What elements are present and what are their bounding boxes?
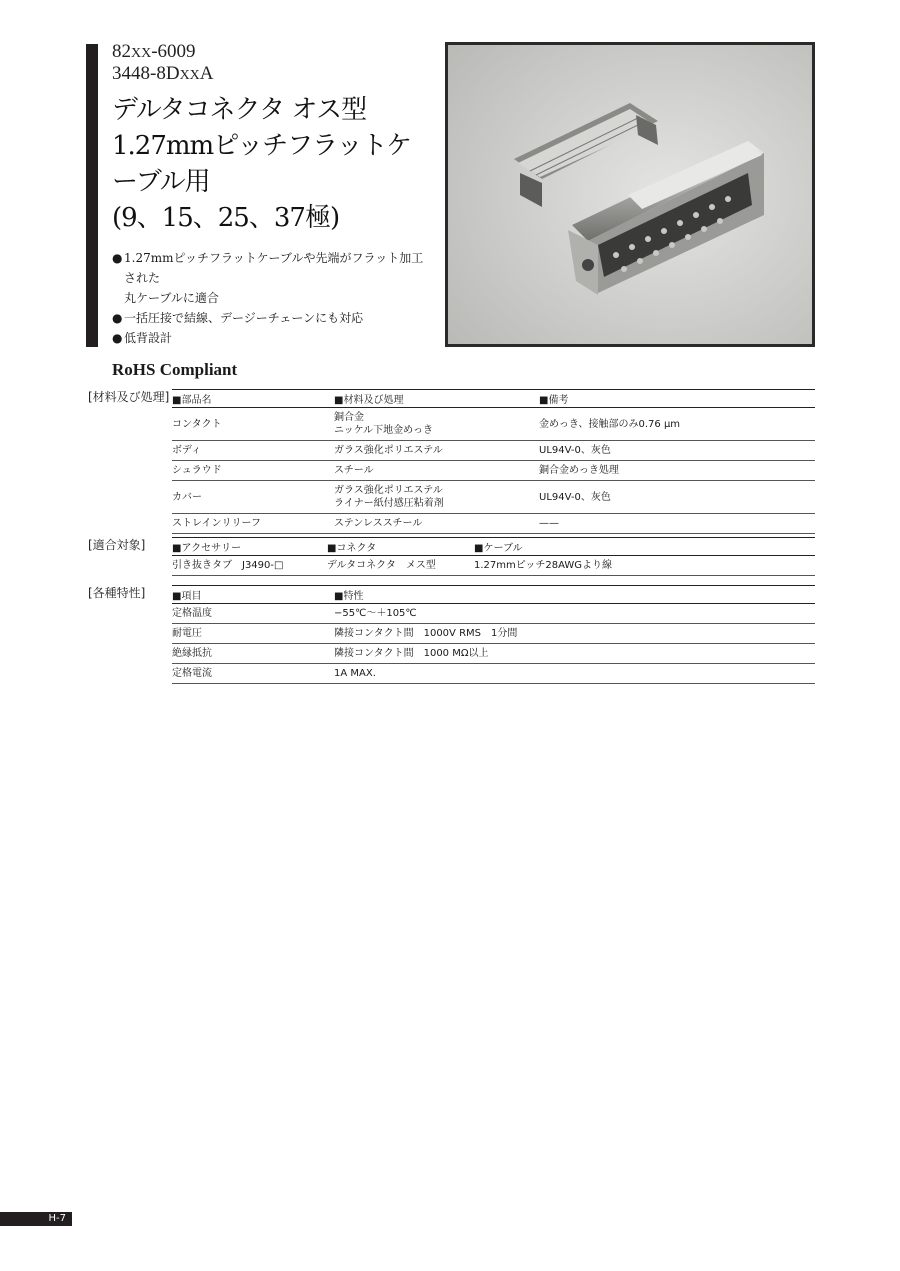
feature-item: ● 一括圧接で結線、デージーチェーンにも対応 — [112, 308, 432, 328]
cell-value: 隣接コンタクト間 1000V RMS 1分間 — [334, 624, 815, 644]
section-label-compat: [適合対象] — [88, 538, 146, 552]
page-number: H-7 — [0, 1212, 72, 1226]
cell-part: シュラウド — [172, 461, 334, 481]
title-line-2: 1.27mmピッチフラットケーブル用 — [112, 131, 412, 197]
cell-material: ガラス強化ポリエステル — [334, 441, 539, 461]
accent-bar — [86, 44, 98, 347]
table-row — [172, 604, 815, 624]
table-header-row — [172, 586, 815, 604]
cell-note: UL94V-0、灰色 — [539, 481, 815, 514]
cell-material: 銅合金 ニッケル下地金めっき — [334, 408, 539, 441]
table-row — [172, 481, 815, 514]
cell-material: ガラス強化ポリエステル ライナー紙付感圧粘着剤 — [334, 481, 539, 514]
feature-item: ● 1.27mmピッチフラットケーブルや先端がフラット加工された — [112, 248, 432, 288]
col-header-connector: ■コネクタ — [327, 538, 474, 556]
col-header-cable: ■ケーブル — [474, 538, 815, 556]
feature-item: ● 低背設計 — [112, 328, 432, 348]
product-title — [112, 92, 432, 236]
col-header-accessory: ■アクセサリー — [172, 538, 327, 556]
title-line-3: (9、15、25、37極) — [112, 203, 340, 233]
table-header-row — [172, 390, 815, 408]
part-number-2: 3448-8DXXA — [112, 63, 214, 84]
cell-item: 耐電圧 — [172, 624, 334, 644]
materials-table — [172, 389, 815, 534]
col-header-value: ■特性 — [334, 586, 815, 604]
cell-part: コンタクト — [172, 408, 334, 441]
col-header-material: ■材料及び処理 — [334, 390, 539, 408]
feature-item-continuation: 丸ケーブルに適合 — [124, 291, 219, 305]
feature-list — [112, 248, 432, 348]
table-row — [172, 408, 815, 441]
table-row — [172, 624, 815, 644]
cell-item: 定格温度 — [172, 604, 334, 624]
section-label-materials: [材料及び処理] — [88, 390, 170, 404]
cell-note: 銅合金めっき処理 — [539, 461, 815, 481]
cell-note: 金めっき、接触部のみ0.76 μm — [539, 408, 815, 441]
cell-note: —— — [539, 514, 815, 534]
cell-item: 絶縁抵抗 — [172, 644, 334, 664]
table-row — [172, 556, 815, 576]
specs-table — [172, 585, 815, 684]
table-row — [172, 664, 815, 684]
table-row — [172, 514, 815, 534]
table-row — [172, 644, 815, 664]
compat-table — [172, 537, 815, 576]
table-row — [172, 461, 815, 481]
cell-item: 定格電流 — [172, 664, 334, 684]
col-header-part: ■部品名 — [172, 390, 334, 408]
cell-connector: デルタコネクタ メス型 — [327, 556, 474, 576]
part-number-1: 82XX-6009 — [112, 41, 196, 62]
title-line-1: デルタコネクタ オス型 — [112, 95, 367, 125]
cell-value: −55℃〜＋105℃ — [334, 604, 815, 624]
cell-value: 1A MAX. — [334, 664, 815, 684]
cell-cable: 1.27mmピッチ28AWGより線 — [474, 556, 815, 576]
cell-note: UL94V-0、灰色 — [539, 441, 815, 461]
cell-accessory: 引き抜きタブ J3490-□ — [172, 556, 327, 576]
table-header-row — [172, 538, 815, 556]
section-label-specs: [各種特性] — [88, 586, 146, 600]
product-photo — [445, 42, 815, 347]
col-header-note: ■備考 — [539, 390, 815, 408]
cell-value: 隣接コンタクト間 1000 MΩ以上 — [334, 644, 815, 664]
table-row — [172, 441, 815, 461]
cell-part: ストレインリリーフ — [172, 514, 334, 534]
rohs-label: RoHS Compliant — [112, 360, 238, 379]
cell-material: ステンレススチール — [334, 514, 539, 534]
cell-part: カバー — [172, 481, 334, 514]
cell-material: スチール — [334, 461, 539, 481]
header-block — [112, 42, 432, 380]
col-header-item: ■項目 — [172, 586, 334, 604]
connector-illustration — [448, 45, 812, 344]
cell-part: ボディ — [172, 441, 334, 461]
